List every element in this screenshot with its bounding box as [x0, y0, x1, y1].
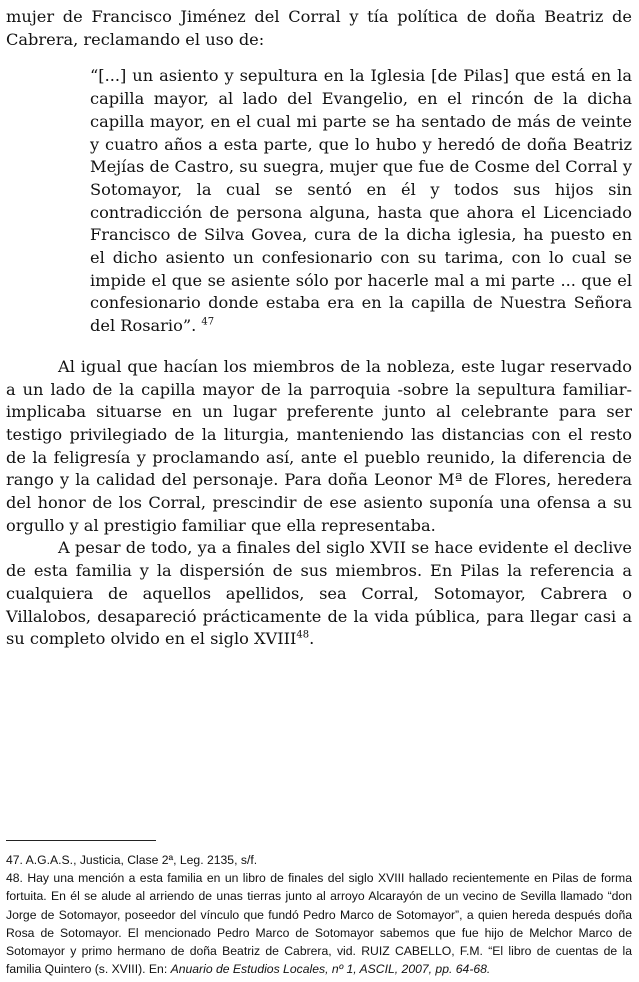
- footnote-48-citation: Anuario de Estudios Locales, nº 1, ASCIL, 2007, pp. 64-68.: [170, 962, 491, 977]
- footnote-48-text: 48. Hay una mención a esta familia en un libro de finales del siglo XVIII hallado recientemente en Pilas de forma fortuita. En él se alude al arriendo de unas tierras junto al arroyo Alcarayón de un vecino de Sevilla llamado “don Jorge de Sotomayor, poseedor del vínculo que fundó Pedro Marco de Sotomayor”, a quien hereda después doña Rosa de Sotomayor. El mencionado Pedro Marco de Sotomayor sabemos que fue hijo de Melchor Marco de Sotomayor y primo hermano de doña Beatriz de Cabrera, vid. RUIZ CABELLO, F.M. “El libro de cuentas de la familia Quintero (s. XVIII). En:: [6, 871, 632, 977]
- block-quote: [90, 65, 632, 337]
- page-content: [6, 6, 632, 651]
- footnote-ref-47[interactable]: 47: [201, 316, 215, 328]
- paragraph-decline: [6, 537, 632, 651]
- quote-text: “[...] un asiento y sepultura en la Iglesia [de Pilas] que está en la capilla mayor, al lado del Evangelio, en el rincón de la dicha capilla mayor, en el cual mi parte se ha sentado de más de veinte y cuatro años a esta parte, que lo hubo y heredó de doña Beatriz Mejías de Castro, su suegra, mujer que fue de Cosme del Corral y Sotomayor, la cual se sentó en él y todos sus hijos sin contradicción de persona alguna, hasta que ahora el Licenciado Francisco de Silva Govea, cura de la dicha iglesia, ha puesto en el dicho asiento un confesionario con su tarima, con lo cual se impide el que se asiente sólo por hacerle mal a mi parte ... que el confesionario donde estaba era en la capilla de Nuestra Señora del Rosario”.: [90, 66, 632, 336]
- footnote-separator: [6, 840, 156, 841]
- paragraph-decline-end: .: [309, 629, 315, 649]
- footnote-47: 47. A.G.A.S., Justicia, Clase 2ª, Leg. 2135, s/f.: [6, 853, 258, 867]
- lead-paragraph: mujer de Francisco Jiménez del Corral y tía política de doña Beatriz de Cabrera, reclamando el uso de:: [6, 7, 632, 49]
- paragraph-nobility: Al igual que hacían los miembros de la nobleza, este lugar reservado a un lado de la capilla mayor de la parroquia -sobre la sepultura familiar- implicaba situarse en un lugar preferente junto al celebrante para ser testigo privilegiado de la liturgia, manteniendo las distancias con el resto de la feligresía y proclamando así, ante el pueblo reunido, la diferencia de rango y la calidad del personaje. Para doña Leonor Mª de Flores, heredera del honor de los Corral, prescindir de ese asiento suponía una ofensa a su orgullo y al prestigio familiar que ella representaba.: [6, 356, 632, 535]
- footnote-48: [6, 869, 632, 978]
- paragraph-decline-text: A pesar de todo, ya a finales del siglo XVII se hace evidente el declive de esta familia y la dispersión de sus miembros. En Pilas la referencia a cualquiera de aquellos apellidos, sea Corral, Sotomayor, Cabrera o Villalobos, desapareció prácticamente de la vida pública, para llegar casi a su completo olvido en el siglo XVIII: [6, 538, 632, 649]
- footnotes: [6, 851, 632, 978]
- footnote-ref-48[interactable]: 48: [296, 629, 310, 641]
